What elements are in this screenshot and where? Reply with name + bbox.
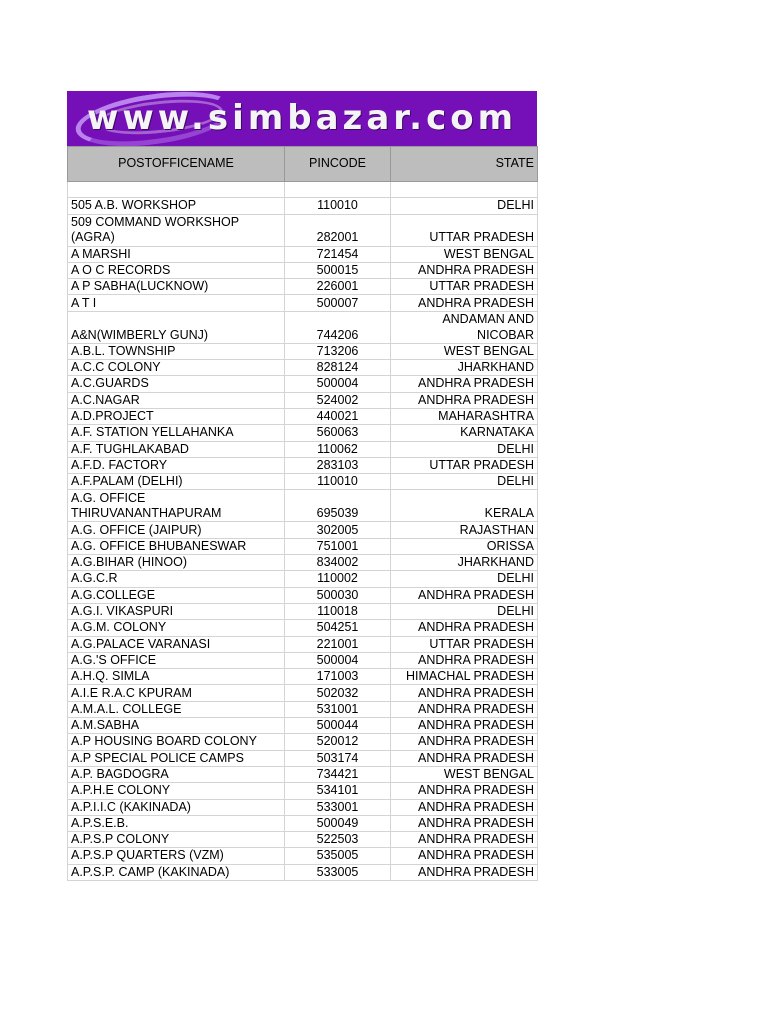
table-row — [68, 408, 538, 424]
table-row — [68, 246, 538, 262]
postoffice-name-cell: A.F.PALAM (DELHI) — [68, 474, 285, 490]
state-cell: ANDHRA PRADESH — [391, 864, 538, 880]
table-row — [68, 262, 538, 278]
pincode-cell: 110010 — [285, 198, 391, 214]
pincode-cell: 302005 — [285, 522, 391, 538]
state-cell: ANDAMAN AND NICOBAR — [391, 311, 538, 343]
table-row — [68, 425, 538, 441]
state-cell: UTTAR PRADESH — [391, 636, 538, 652]
empty-cell — [391, 182, 538, 198]
table-header-row — [68, 147, 538, 182]
table-row — [68, 376, 538, 392]
pincode-cell: 500030 — [285, 587, 391, 603]
empty-cell — [285, 182, 391, 198]
state-cell: ANDHRA PRADESH — [391, 652, 538, 668]
postoffice-name-cell: A.P HOUSING BOARD COLONY — [68, 734, 285, 750]
postoffice-name-cell: A.G.I. VIKASPURI — [68, 603, 285, 619]
pincode-cell: 171003 — [285, 669, 391, 685]
state-cell: ANDHRA PRADESH — [391, 799, 538, 815]
pincode-cell: 282001 — [285, 214, 391, 246]
pincode-cell: 534101 — [285, 783, 391, 799]
pincode-cell: 522503 — [285, 832, 391, 848]
table-row — [68, 603, 538, 619]
banner-site-name: www.simbazar.com — [86, 98, 518, 138]
postoffice-name-cell: A.F. STATION YELLAHANKA — [68, 425, 285, 441]
pincode-cell: 110018 — [285, 603, 391, 619]
postoffice-name-cell: A.G.COLLEGE — [68, 587, 285, 603]
state-cell: ANDHRA PRADESH — [391, 376, 538, 392]
postoffice-name-cell: 509 COMMAND WORKSHOP (AGRA) — [68, 214, 285, 246]
pincode-cell: 500044 — [285, 718, 391, 734]
pincode-cell: 834002 — [285, 555, 391, 571]
pincode-cell: 500049 — [285, 815, 391, 831]
state-cell: WEST BENGAL — [391, 343, 538, 359]
state-cell: ANDHRA PRADESH — [391, 734, 538, 750]
postoffice-name-cell: A.F.D. FACTORY — [68, 457, 285, 473]
simbazar-banner-logo — [67, 91, 537, 146]
column-header-postofficename: POSTOFFICENAME — [68, 147, 285, 182]
state-cell: ANDHRA PRADESH — [391, 685, 538, 701]
state-cell: DELHI — [391, 198, 538, 214]
pincode-cell: 110010 — [285, 474, 391, 490]
postoffice-name-cell: A.C.NAGAR — [68, 392, 285, 408]
table-row — [68, 457, 538, 473]
postoffice-name-cell: A MARSHI — [68, 246, 285, 262]
table-row — [68, 652, 538, 668]
pincode-cell: 500004 — [285, 652, 391, 668]
state-cell: ANDHRA PRADESH — [391, 848, 538, 864]
pincode-cell: 531001 — [285, 701, 391, 717]
pincode-cell: 500007 — [285, 295, 391, 311]
table-row — [68, 620, 538, 636]
table-row — [68, 360, 538, 376]
table-row — [68, 441, 538, 457]
postoffice-name-cell: A.P.S.P COLONY — [68, 832, 285, 848]
pincode-cell: 520012 — [285, 734, 391, 750]
state-cell: JHARKHAND — [391, 360, 538, 376]
postoffice-name-cell: A.D.PROJECT — [68, 408, 285, 424]
table-row — [68, 538, 538, 554]
postoffice-name-cell: A.P.I.I.C (KAKINADA) — [68, 799, 285, 815]
state-cell: DELHI — [391, 571, 538, 587]
postoffice-table — [67, 146, 538, 881]
postoffice-name-cell: A T I — [68, 295, 285, 311]
state-cell: ANDHRA PRADESH — [391, 815, 538, 831]
table-row — [68, 636, 538, 652]
table-row — [68, 848, 538, 864]
table-row — [68, 279, 538, 295]
state-cell: ANDHRA PRADESH — [391, 587, 538, 603]
pincode-cell: 744206 — [285, 311, 391, 343]
table-row — [68, 392, 538, 408]
state-cell: HIMACHAL PRADESH — [391, 669, 538, 685]
postoffice-name-cell: A.G. OFFICE (JAIPUR) — [68, 522, 285, 538]
state-cell: UTTAR PRADESH — [391, 214, 538, 246]
pincode-cell: 535005 — [285, 848, 391, 864]
state-cell: ANDHRA PRADESH — [391, 832, 538, 848]
table-row — [68, 734, 538, 750]
state-cell: UTTAR PRADESH — [391, 279, 538, 295]
pincode-cell: 440021 — [285, 408, 391, 424]
pincode-cell: 721454 — [285, 246, 391, 262]
postoffice-name-cell: A.I.E R.A.C KPURAM — [68, 685, 285, 701]
pincode-cell: 828124 — [285, 360, 391, 376]
state-cell: ANDHRA PRADESH — [391, 718, 538, 734]
table-row — [68, 864, 538, 880]
state-cell: UTTAR PRADESH — [391, 457, 538, 473]
pincode-cell: 560063 — [285, 425, 391, 441]
postoffice-name-cell: A.P. BAGDOGRA — [68, 766, 285, 782]
postoffice-name-cell: A.P.S.P QUARTERS (VZM) — [68, 848, 285, 864]
pincode-cell: 751001 — [285, 538, 391, 554]
postoffice-name-cell: A.G. OFFICE THIRUVANANTHAPURAM — [68, 490, 285, 522]
state-cell: KERALA — [391, 490, 538, 522]
state-cell: ANDHRA PRADESH — [391, 783, 538, 799]
postoffice-name-cell: A.P SPECIAL POLICE CAMPS — [68, 750, 285, 766]
table-row — [68, 490, 538, 522]
table-row — [68, 198, 538, 214]
state-cell: KARNATAKA — [391, 425, 538, 441]
state-cell: ANDHRA PRADESH — [391, 620, 538, 636]
pincode-cell: 533005 — [285, 864, 391, 880]
table-row — [68, 343, 538, 359]
state-cell: JHARKHAND — [391, 555, 538, 571]
table-row — [68, 718, 538, 734]
empty-spacer-row — [68, 182, 538, 198]
table-row — [68, 766, 538, 782]
pincode-cell: 110002 — [285, 571, 391, 587]
postoffice-name-cell: A.B.L. TOWNSHIP — [68, 343, 285, 359]
pincode-cell: 500004 — [285, 376, 391, 392]
table-row — [68, 587, 538, 603]
state-cell: WEST BENGAL — [391, 766, 538, 782]
postoffice-name-cell: A.H.Q. SIMLA — [68, 669, 285, 685]
postoffice-name-cell: A&N(WIMBERLY GUNJ) — [68, 311, 285, 343]
state-cell: ANDHRA PRADESH — [391, 262, 538, 278]
postoffice-name-cell: A O C RECORDS — [68, 262, 285, 278]
table-row — [68, 783, 538, 799]
pincode-cell: 221001 — [285, 636, 391, 652]
state-cell: DELHI — [391, 441, 538, 457]
column-header-pincode: PINCODE — [285, 147, 391, 182]
table-row — [68, 815, 538, 831]
state-cell: ANDHRA PRADESH — [391, 750, 538, 766]
postoffice-name-cell: A.M.A.L. COLLEGE — [68, 701, 285, 717]
table-row — [68, 685, 538, 701]
postoffice-name-cell: A P SABHA(LUCKNOW) — [68, 279, 285, 295]
table-row — [68, 669, 538, 685]
pincode-cell: 734421 — [285, 766, 391, 782]
pincode-cell: 283103 — [285, 457, 391, 473]
table-row — [68, 571, 538, 587]
pincode-cell: 504251 — [285, 620, 391, 636]
postoffice-name-cell: A.G.PALACE VARANASI — [68, 636, 285, 652]
empty-cell — [68, 182, 285, 198]
table-row — [68, 701, 538, 717]
state-cell: DELHI — [391, 603, 538, 619]
pincode-cell: 110062 — [285, 441, 391, 457]
pincode-cell: 695039 — [285, 490, 391, 522]
table-row — [68, 832, 538, 848]
table-row — [68, 295, 538, 311]
postoffice-name-cell: A.G.M. COLONY — [68, 620, 285, 636]
pincode-cell: 533001 — [285, 799, 391, 815]
table-row — [68, 799, 538, 815]
state-cell: ANDHRA PRADESH — [391, 392, 538, 408]
postoffice-name-cell: A.P.S.P. CAMP (KAKINADA) — [68, 864, 285, 880]
postoffice-name-cell: A.P.S.E.B. — [68, 815, 285, 831]
postoffice-name-cell: A.M.SABHA — [68, 718, 285, 734]
postoffice-name-cell: A.F. TUGHLAKABAD — [68, 441, 285, 457]
postoffice-name-cell: A.G.'S OFFICE — [68, 652, 285, 668]
pincode-cell: 524002 — [285, 392, 391, 408]
postoffice-name-cell: A.C.C COLONY — [68, 360, 285, 376]
postoffice-name-cell: A.G.BIHAR (HINOO) — [68, 555, 285, 571]
table-row — [68, 311, 538, 343]
pincode-cell: 500015 — [285, 262, 391, 278]
postoffice-name-cell: A.C.GUARDS — [68, 376, 285, 392]
postoffice-name-cell: 505 A.B. WORKSHOP — [68, 198, 285, 214]
postoffice-name-cell: A.P.H.E COLONY — [68, 783, 285, 799]
table-row — [68, 474, 538, 490]
state-cell: MAHARASHTRA — [391, 408, 538, 424]
state-cell: WEST BENGAL — [391, 246, 538, 262]
state-cell: ANDHRA PRADESH — [391, 701, 538, 717]
state-cell: ORISSA — [391, 538, 538, 554]
state-cell: ANDHRA PRADESH — [391, 295, 538, 311]
postoffice-name-cell: A.G. OFFICE BHUBANESWAR — [68, 538, 285, 554]
column-header-state: STATE — [391, 147, 538, 182]
table-row — [68, 555, 538, 571]
pincode-cell: 502032 — [285, 685, 391, 701]
state-cell: RAJASTHAN — [391, 522, 538, 538]
postoffice-name-cell: A.G.C.R — [68, 571, 285, 587]
table-row — [68, 522, 538, 538]
pincode-cell: 226001 — [285, 279, 391, 295]
table-row — [68, 750, 538, 766]
pincode-cell: 503174 — [285, 750, 391, 766]
table-row — [68, 214, 538, 246]
pincode-cell: 713206 — [285, 343, 391, 359]
state-cell: DELHI — [391, 474, 538, 490]
